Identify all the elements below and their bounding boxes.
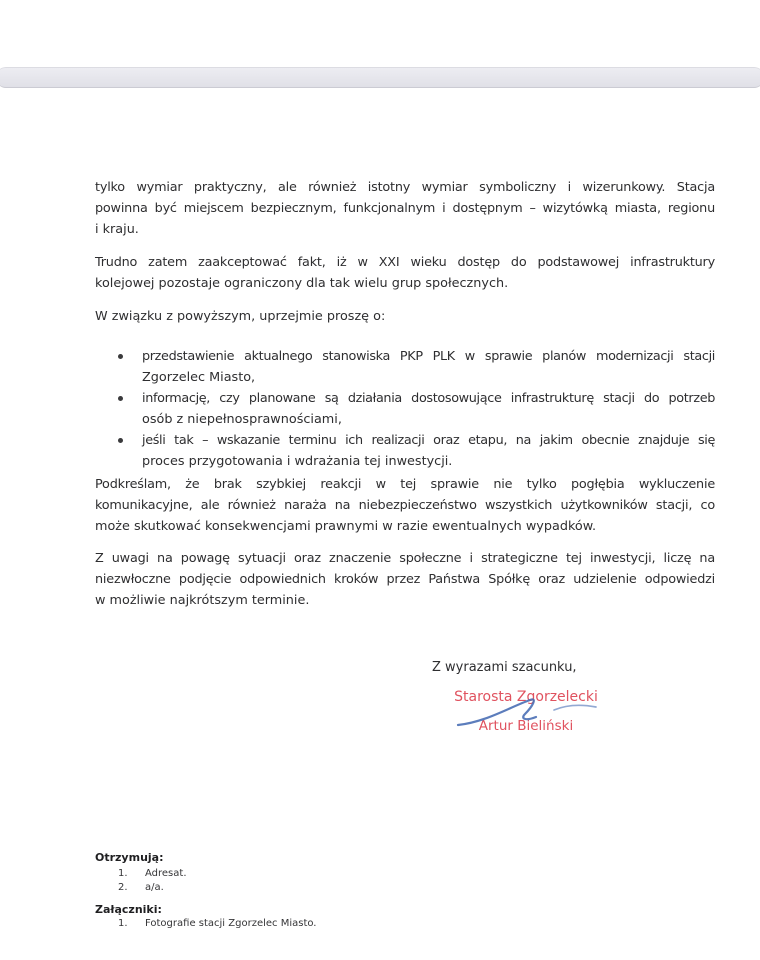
signer-title: Starosta Zgorzelecki xyxy=(454,689,598,705)
paragraph xyxy=(95,474,715,537)
bullet-icon xyxy=(118,396,123,401)
paragraph-line: może skutkować konsekwencjami prawnymi w razie ewentualnych wypadków. xyxy=(95,519,597,534)
paragraph-line: kolejowej pozostaje ograniczony dla tak wielu grup społecznych. xyxy=(95,276,509,291)
signer-name: Artur Bieliński xyxy=(478,718,574,734)
paragraph-line: komunikacyjne, ale również naraża na niebezpieczeństwo wszystkich użytkowników stacji, co xyxy=(95,498,715,513)
paragraph-line: Podkreślam, że brak szybkiej reakcji w tej sprawie nie tylko pogłębia wykluczenie xyxy=(95,477,715,492)
attachment-item xyxy=(118,917,316,931)
list-item xyxy=(95,388,715,430)
list-item-line: jeśli tak – wskazanie terminu ich realizacji oraz etapu, na jakim obecnie znajduje się xyxy=(142,433,715,448)
paragraph xyxy=(95,548,715,611)
paragraph-line: tylko wymiar praktyczny, ale również istotny wymiar symboliczny i wizerunkowy. Stacja xyxy=(95,180,715,195)
list-item-line: przedstawienie aktualnego stanowiska PKP PLK w sprawie planów modernizacji stacji xyxy=(142,349,715,364)
list-item-line: Zgorzelec Miasto, xyxy=(142,370,256,385)
recipients-label: Otrzymują: xyxy=(95,851,164,864)
paragraph-line: W związku z powyższym, uprzejmie proszę o: xyxy=(95,309,386,324)
list-item-line: proces przygotowania i wdrażania tej inwestycji. xyxy=(142,454,453,469)
paragraph-line: w możliwie najkrótszym terminie. xyxy=(95,593,310,608)
list-item-line: informację, czy planowane są działania dostosowujące infrastrukturę stacji do potrzeb xyxy=(142,391,715,406)
paragraph-line: Trudno zatem zaakceptować fakt, iż w XXI wieku dostęp do podstawowej infrastruktury xyxy=(95,255,715,270)
paragraph-line: powinna być miejscem bezpiecznym, funkcjonalnym i dostępnym – wizytówką miasta, regionu xyxy=(95,201,715,216)
bullet-list xyxy=(95,346,715,472)
page-separator xyxy=(0,67,760,88)
list-item xyxy=(95,430,715,472)
list-item-line: osób z niepełnosprawnościami, xyxy=(142,412,342,427)
item-text: Adresat. xyxy=(145,868,187,879)
paragraph-line: i kraju. xyxy=(95,222,139,237)
recipient-item xyxy=(118,867,187,881)
list-item xyxy=(95,346,715,388)
bullet-icon xyxy=(118,354,123,359)
item-number: 2. xyxy=(118,882,128,893)
item-number: 1. xyxy=(118,918,128,929)
bullet-icon xyxy=(118,438,123,443)
item-text: Fotografie stacji Zgorzelec Miasto. xyxy=(145,918,317,929)
paragraph-line: niezwłoczne podjęcie odpowiednich kroków przez Państwa Spółkę oraz udzielenie odpowiedzi xyxy=(95,572,715,587)
paragraph xyxy=(95,177,715,240)
paragraph-line: Z uwagi na powagę sytuacji oraz znaczenie społeczne i strategiczne tej inwestycji, liczę na xyxy=(95,551,715,566)
paragraph xyxy=(95,306,715,327)
handwritten-signature-icon xyxy=(452,694,604,730)
closing-salutation: Z wyrazami szacunku, xyxy=(432,660,577,675)
paragraph xyxy=(95,252,715,294)
item-text: a/a. xyxy=(145,882,164,893)
item-number: 1. xyxy=(118,868,128,879)
attachments-label: Załączniki: xyxy=(95,903,162,916)
recipient-item xyxy=(118,881,164,895)
